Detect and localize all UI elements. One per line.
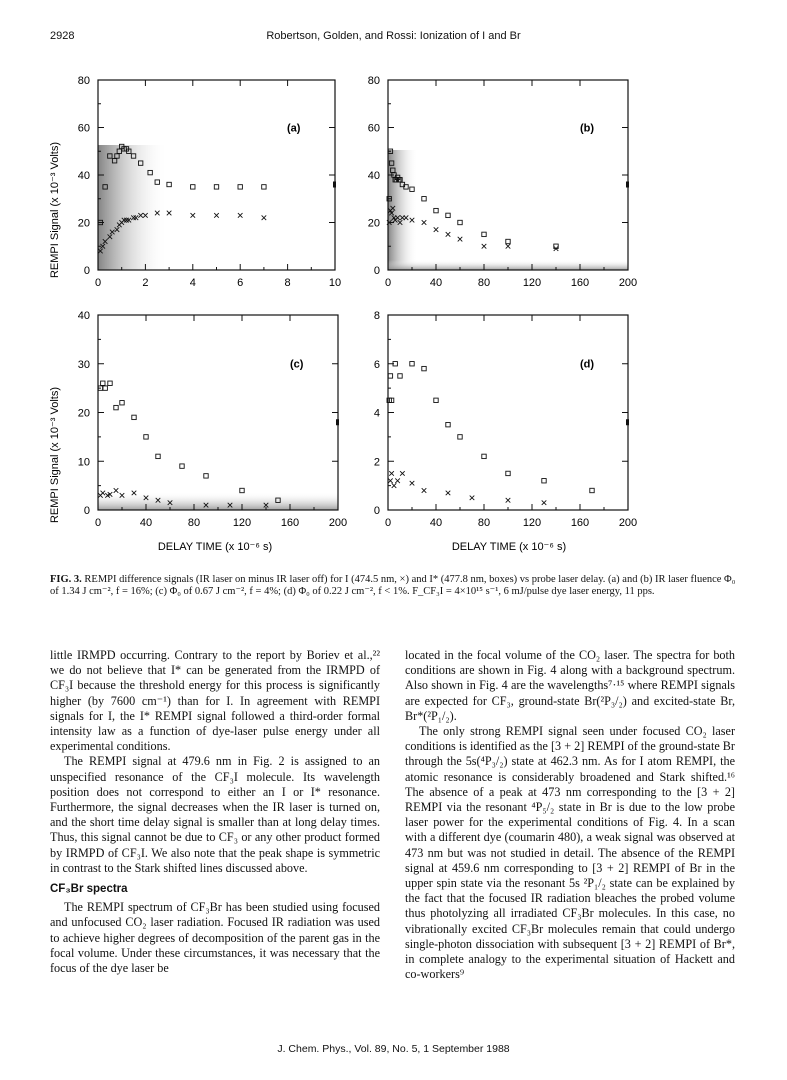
x-tick-label: 8 — [284, 277, 291, 289]
x-tick-label: 160 — [280, 517, 300, 529]
x-tick-label: 0 — [94, 517, 102, 529]
page-number: 2928 — [50, 30, 75, 42]
figure-caption — [50, 574, 740, 598]
y-tick-label: 0 — [83, 505, 90, 517]
y-tick-label: 10 — [77, 456, 90, 469]
x-tick-label: 2 — [142, 277, 149, 289]
body-column-left — [50, 648, 380, 976]
data-point-x — [214, 213, 219, 218]
data-point-box — [120, 401, 124, 405]
data-point-box — [180, 464, 184, 468]
data-point-box — [144, 435, 148, 439]
data-point-box — [590, 488, 594, 492]
page-header — [0, 30, 787, 46]
plot-frame — [388, 80, 628, 270]
data-point-x — [458, 237, 463, 242]
panel-label: (b) — [580, 122, 595, 135]
data-point-x — [238, 213, 243, 218]
data-point-x — [482, 244, 487, 249]
y-tick-label: 0 — [373, 265, 380, 277]
data-point-x — [410, 481, 415, 486]
scan-shade — [98, 145, 168, 270]
y-tick-label: 8 — [373, 310, 380, 322]
data-point-x — [422, 220, 427, 225]
data-point-box — [388, 374, 392, 378]
x-tick-label: 6 — [237, 277, 244, 289]
data-point-x — [446, 232, 451, 237]
y-tick-label: 0 — [373, 505, 380, 517]
x-tick-label: 160 — [570, 277, 590, 289]
chart-panel-4 — [374, 310, 637, 529]
x-tick-label: 120 — [522, 277, 542, 289]
caption-label: FIG. 3. — [50, 574, 82, 585]
data-point-box — [422, 197, 426, 201]
y-tick-label: 4 — [373, 407, 380, 420]
paragraph: The REMPI spectrum of CF₃Br has been studied using focused and unfocused CO₂ laser radiation. Focused IR radiation was used to achieve higher degrees of decomposition of the parent gas in the focal volume. Under these circumstances, it was necessary that the focus of the dye laser be — [50, 900, 380, 976]
paragraph: The REMPI signal at 479.6 nm in Fig. 2 is assigned to an unspecified resonance of the CF₃I molecule. Its wavelength position does not correspond to either an I or I* resonance. Furthermore, the signal decreases when the IR laser is turned on, and the short time delay signal is smaller than at long delay times. Thus, this signal cannot be due to CF₃ or any other product formed by IRMPD of CF₃I. We also note that the peak shape is symmetric in contrast to the Stark shifted lines discussed above. — [50, 754, 380, 875]
data-point-x — [400, 471, 405, 476]
data-point-box — [214, 185, 218, 189]
figure-3 — [40, 60, 660, 565]
figure-3-svg — [40, 60, 660, 565]
data-point-box — [482, 454, 486, 458]
data-point-box — [103, 386, 107, 390]
y-tick-label: 40 — [367, 170, 380, 182]
data-point-box — [132, 415, 136, 419]
data-point-x — [392, 483, 397, 488]
body-column-right — [405, 648, 735, 982]
x-tick-label: 40 — [429, 277, 443, 289]
running-head: Robertson, Golden, and Rossi: Ionization of I and Br — [266, 30, 521, 42]
data-point-x — [434, 227, 439, 232]
data-point-x — [389, 471, 394, 476]
y-axis-label-top: REMPI Signal (x 10⁻³ Volts) — [49, 141, 61, 279]
x-tick-label: 80 — [477, 517, 491, 529]
x-tick-label: 40 — [139, 517, 153, 529]
x-tick-label: 80 — [477, 277, 491, 289]
x-tick-label: 0 — [384, 517, 392, 529]
data-point-box — [446, 422, 450, 426]
data-point-x — [542, 500, 547, 505]
x-axis-label-left: DELAY TIME (x 10⁻⁶ s) — [157, 541, 273, 553]
y-tick-label: 20 — [77, 407, 90, 420]
edge-mark — [333, 182, 336, 188]
data-point-box — [108, 381, 112, 385]
data-point-box — [156, 454, 160, 458]
data-point-box — [506, 471, 510, 475]
data-point-x — [388, 478, 393, 483]
y-tick-label: 0 — [83, 265, 90, 277]
data-point-x — [446, 491, 451, 496]
data-point-x — [422, 488, 427, 493]
data-point-box — [446, 213, 450, 217]
x-tick-label: 120 — [522, 517, 542, 529]
data-point-box — [482, 232, 486, 236]
panel-label: (c) — [290, 358, 304, 371]
data-point-box — [191, 185, 195, 189]
data-point-box — [458, 435, 462, 439]
chart-panel-3 — [78, 310, 347, 529]
x-tick-label: 0 — [384, 277, 392, 289]
y-tick-label: 80 — [367, 75, 380, 87]
panel-label: (d) — [580, 358, 595, 371]
chart-panel-2 — [368, 75, 637, 289]
edge-mark — [336, 419, 339, 425]
x-tick-label: 40 — [429, 517, 443, 529]
edge-mark — [626, 419, 629, 425]
x-tick-label: 160 — [570, 517, 590, 529]
y-tick-label: 60 — [77, 122, 90, 135]
x-tick-label: 0 — [94, 277, 102, 289]
y-tick-label: 40 — [77, 310, 90, 322]
data-point-box — [114, 405, 118, 409]
y-tick-label: 60 — [367, 122, 380, 135]
page-footer: J. Chem. Phys., Vol. 89, No. 5, 1 September 1988 — [277, 1043, 510, 1055]
y-tick-label: 30 — [77, 358, 90, 371]
y-tick-label: 6 — [373, 358, 380, 371]
paragraph: located in the focal volume of the CO₂ laser. The spectra for both conditions are shown in Fig. 4 along with a background spectrum. Also shown in Fig. 4 are the wavelengths⁷·¹⁵ where REMPI signals are expected for CF₃, ground-state Br(²P₃/₂) and excited-state Br, Br*(²P₁/₂). — [405, 648, 735, 723]
x-tick-label: 80 — [187, 517, 201, 529]
data-point-x — [262, 215, 267, 220]
plot-frame — [98, 315, 338, 510]
y-tick-label: 40 — [77, 170, 90, 182]
plot-frame — [388, 315, 628, 510]
x-tick-label: 200 — [618, 277, 638, 289]
paragraph: The only strong REMPI signal seen under focused CO₂ laser conditions is identified as the [3 + 2] REMPI of the ground-state Br through the 5s(⁴P₃/₂) state at 462.3 nm. As for I atom REMPI, the atomic resonance is considerably broadened and Stark shifted.¹⁶ The absence of a peak at 473 nm corresponding to the [3 + 2] REMPI via the resonant ⁴P₅/₂ state in Br is due to the low probe laser power for the experimental conditions of Fig. 4. In a scan with a different dye (coumarin 480), a weak signal was observed at 473 nm but was not studied in detail. The absence of the REMPI signal at 459.6 nm corresponding to [3 + 2] REMPI of Br in the upper spin state via the resonant 5s ²P₁/₂ state can be explained by the fact that the focused IR radiation bleaches the probed volume thus photolyzing all irradiated CF₃Br molecules. In this case, no vibrationally excited CF₃Br molecules remain that could undergo single-photon dissociation with subsequent [3 + 2] REMPI of Br*, in complete analogy to the experimental situation of Hackett and co-workers⁹ — [405, 724, 735, 982]
data-point-box — [410, 362, 414, 366]
data-point-box — [101, 381, 105, 385]
data-point-x — [395, 478, 400, 483]
data-point-box — [422, 366, 426, 370]
edge-mark — [626, 182, 629, 188]
y-tick-label: 2 — [373, 456, 380, 469]
paragraph: little IRMPD occurring. Contrary to the report by Boriev et al.,²² we do not believe that I* can be generated from the IRMPD of CF₃I because the threshold energy for this process is significantly higher (by 7600 cm⁻¹) than for I. In agreement with REMPI signals for I, the I* REMPI signal followed a third-order formal intensity law as a function of dye-laser pulse energy under all experimental conditions. — [50, 648, 380, 754]
x-tick-label: 200 — [618, 517, 638, 529]
data-point-box — [434, 208, 438, 212]
x-tick-label: 4 — [189, 277, 196, 289]
data-point-x — [470, 496, 475, 501]
data-point-box — [262, 185, 266, 189]
y-tick-label: 20 — [367, 217, 380, 230]
data-point-x — [191, 213, 196, 218]
x-tick-label: 10 — [328, 277, 342, 289]
y-tick-label: 20 — [77, 217, 90, 230]
data-point-box — [434, 398, 438, 402]
data-point-x — [506, 498, 511, 503]
y-tick-label: 80 — [77, 75, 90, 87]
section-heading: CF₃Br spectra — [50, 883, 128, 896]
data-point-x — [506, 244, 511, 249]
data-point-box — [398, 374, 402, 378]
data-point-box — [238, 185, 242, 189]
data-point-box — [506, 239, 510, 243]
chart-panel-1 — [78, 75, 341, 289]
y-axis-label-bottom: REMPI Signal (x 10⁻³ Volts) — [49, 386, 61, 524]
data-point-box — [542, 479, 546, 483]
x-tick-label: 120 — [232, 517, 252, 529]
data-point-box — [204, 474, 208, 478]
panel-label: (a) — [287, 122, 301, 135]
x-tick-label: 200 — [328, 517, 348, 529]
x-axis-label-right: DELAY TIME (x 10⁻⁶ s) — [451, 541, 567, 553]
caption-text: REMPI difference signals (IR laser on minus IR laser off) for I (474.5 nm, ×) and I* (477.8 nm, boxes) vs probe laser delay. (a) and (b) IR laser fluence Φ₀ of 1.34 J cm⁻², f = 16%; (c) Φ₀ of 0.67 J cm⁻², f = 4%; (d) Φ₀ of 0.22 J cm⁻², f < 1%. F_CF₃I = 4×10¹⁵ s⁻¹, 6 mJ/pulse dye laser energy, 11 pps. — [50, 574, 736, 597]
data-point-box — [554, 244, 558, 248]
data-point-box — [458, 220, 462, 224]
